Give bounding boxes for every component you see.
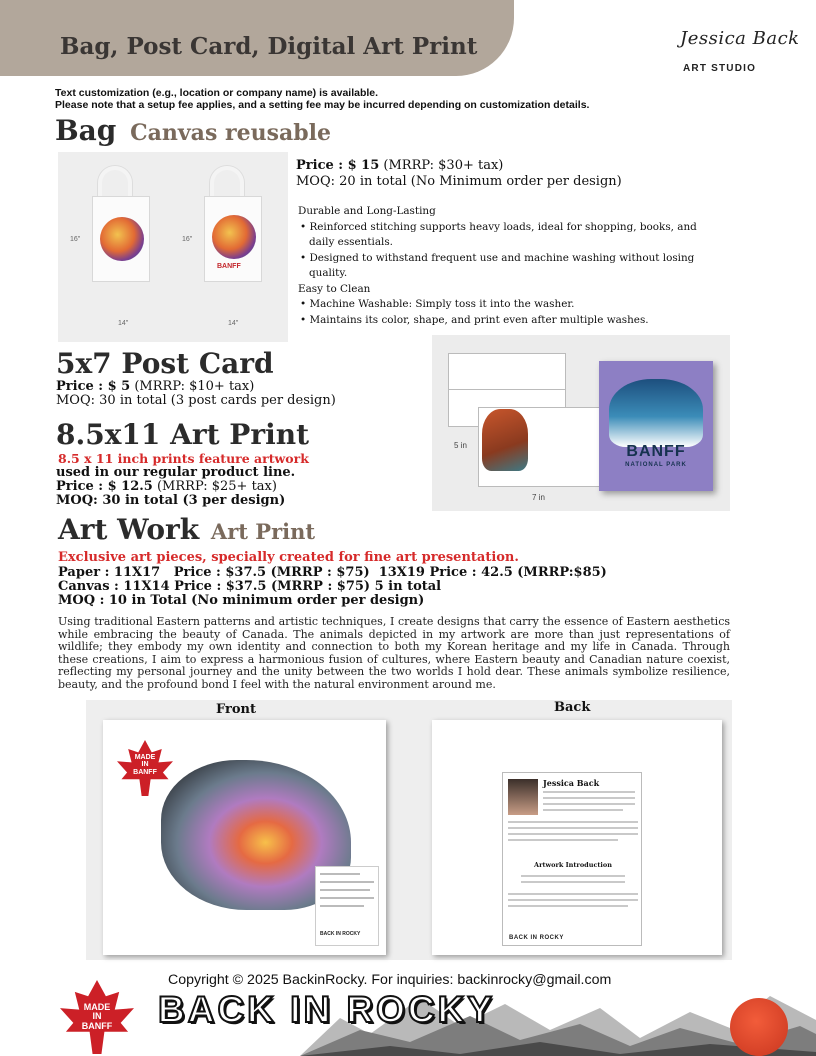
artist-statement: Using traditional Eastern patterns and artistic techniques, I create designs that carry the essence of Eastern aesthetics while embracing the beauty of Canada. The animals depicted in my artwork are more than just representations of wildlife; they embody my own identity and connection to both my Korean heritage and my life in Canada. Through these creations, I aim to express a harmonious fusion of cultures, where Eastern beauty and Canadian nature coexist, reflecting my personal journey and the unity between the two worlds I hold dear. These animals symbolize resilience, beauty, and the profound bond I feel with the natural environment around me.	[58, 615, 730, 691]
artprint-moq: MOQ: 30 in total (3 per design)	[56, 493, 286, 508]
mini-info-card	[315, 866, 379, 946]
artprint-price-note: (MRRP: $25+ tax)	[156, 479, 277, 494]
bag-title: Bag	[55, 114, 117, 147]
postcard-product-image	[432, 335, 730, 511]
mini-card-brand: BACK IN ROCKY	[320, 931, 361, 937]
artprint-price: Price : $ 12.5	[56, 479, 153, 494]
bear-artwork	[609, 379, 703, 447]
bag-price: Price : $ 15	[296, 158, 380, 173]
artist-photo	[508, 779, 538, 815]
artwork-canvas-price: Canvas : 11X14 Price : $37.5 (MRRP : $75) 5 in total	[58, 579, 442, 594]
artprint-details	[56, 466, 295, 508]
bear-postcard	[599, 361, 713, 491]
postcard-title: 5x7 Post Card	[56, 347, 274, 380]
postcard-price: Price : $ 5	[56, 379, 131, 394]
bag-product-image	[58, 152, 288, 342]
bio-card-brand: BACK IN ROCKY	[509, 935, 564, 941]
feature-heading: Durable and Long-Lasting	[298, 205, 436, 217]
feature-item: • Maintains its color, shape, and print even after multiple washes.	[300, 313, 649, 326]
back-label: Back	[554, 700, 591, 715]
footer-badge-text: MADE IN BANFF	[81, 1002, 113, 1031]
bag-moq: MOQ: 20 in total (No Minimum order per design)	[296, 174, 622, 189]
front-label: Front	[216, 702, 256, 717]
postcard-price-note: (MRRP: $10+ tax)	[134, 379, 255, 394]
art-print-preview	[86, 700, 732, 960]
bag-banff	[204, 196, 262, 282]
footer-brand: BACK IN ROCKY	[158, 989, 496, 1030]
bag-artwork	[212, 215, 256, 259]
bag-height-label: 16"	[70, 236, 81, 243]
bear-card-subtitle: NATIONAL PARK	[625, 462, 687, 468]
feature-item: • Machine Washable: Simply toss it into the washer.	[300, 298, 575, 310]
bag-subtitle: Canvas reusable	[130, 120, 331, 146]
artprint-title: 8.5x11 Art Print	[56, 418, 310, 451]
card-height-label: 5 in	[454, 441, 467, 450]
feature-item: • Reinforced stitching supports heavy loads, ideal for shopping, books, and daily essentials.	[300, 220, 697, 248]
artwork-intro-heading: Artwork Introduction	[534, 861, 612, 869]
badge-text: MADE IN BANFF	[133, 754, 157, 776]
artprint-line: used in our regular product line.	[56, 465, 296, 480]
notice-line-2: Please note that a setup fee applies, and a setting fee may be incurred depending on customization details.	[55, 99, 590, 111]
bag-width-label: 14"	[228, 320, 239, 327]
postcard-pricing	[56, 380, 336, 408]
notice-line-1: Text customization (e.g., location or company name) is available.	[55, 87, 379, 99]
artwork-heading	[58, 513, 315, 546]
bag-height-label: 16"	[182, 236, 193, 243]
sun-icon	[730, 998, 788, 1056]
bear-card-title: BANFF	[626, 443, 686, 460]
page-title: Bag, Post Card, Digital Art Print	[60, 33, 478, 60]
feature-item: • Designed to withstand frequent use and machine washing without losing quality.	[300, 251, 695, 279]
artwork-paper-price: Paper : 11X17 Price : $37.5 (MRRP : $75) 13X19 Price : 42.5 (MRRP:$85)	[58, 565, 607, 580]
bag-price-note: (MRRP: $30+ tax)	[383, 158, 504, 173]
artwork-moq: MOQ : 10 in Total (No minimum order per design)	[58, 593, 425, 608]
artwork-pricing	[58, 566, 607, 608]
artist-bio-card	[502, 772, 642, 946]
copyright-line: Copyright © 2025 BackinRocky. For inquiries: backinrocky@gmail.com	[168, 972, 612, 988]
studio-logo-script: Jessica Back	[680, 28, 800, 49]
studio-logo-subtitle: ART STUDIO	[683, 63, 757, 74]
front-print	[103, 720, 386, 955]
bag-plain	[92, 196, 150, 282]
artprint-highlight: 8.5 x 11 inch prints feature artwork	[58, 451, 309, 466]
feature-heading: Easy to Clean	[298, 282, 371, 295]
artist-name: Jessica Back	[543, 778, 600, 788]
bag-print-text: BANFF	[217, 263, 241, 270]
bag-heading	[55, 114, 331, 147]
bag-features	[298, 204, 718, 328]
artwork-highlight: Exclusive art pieces, specially created for fine art presentation.	[58, 550, 519, 565]
fox-artwork	[482, 409, 528, 471]
card-width-label: 7 in	[532, 493, 545, 502]
customization-notice	[55, 87, 589, 111]
postcard-moq: MOQ: 30 in total (3 post cards per design)	[56, 393, 336, 408]
artwork-subtitle: Art Print	[210, 519, 316, 544]
bag-artwork	[100, 217, 144, 261]
artwork-title: Art Work	[58, 513, 200, 546]
bag-width-label: 14"	[118, 320, 129, 327]
bag-pricing	[296, 158, 622, 190]
back-print	[432, 720, 722, 955]
